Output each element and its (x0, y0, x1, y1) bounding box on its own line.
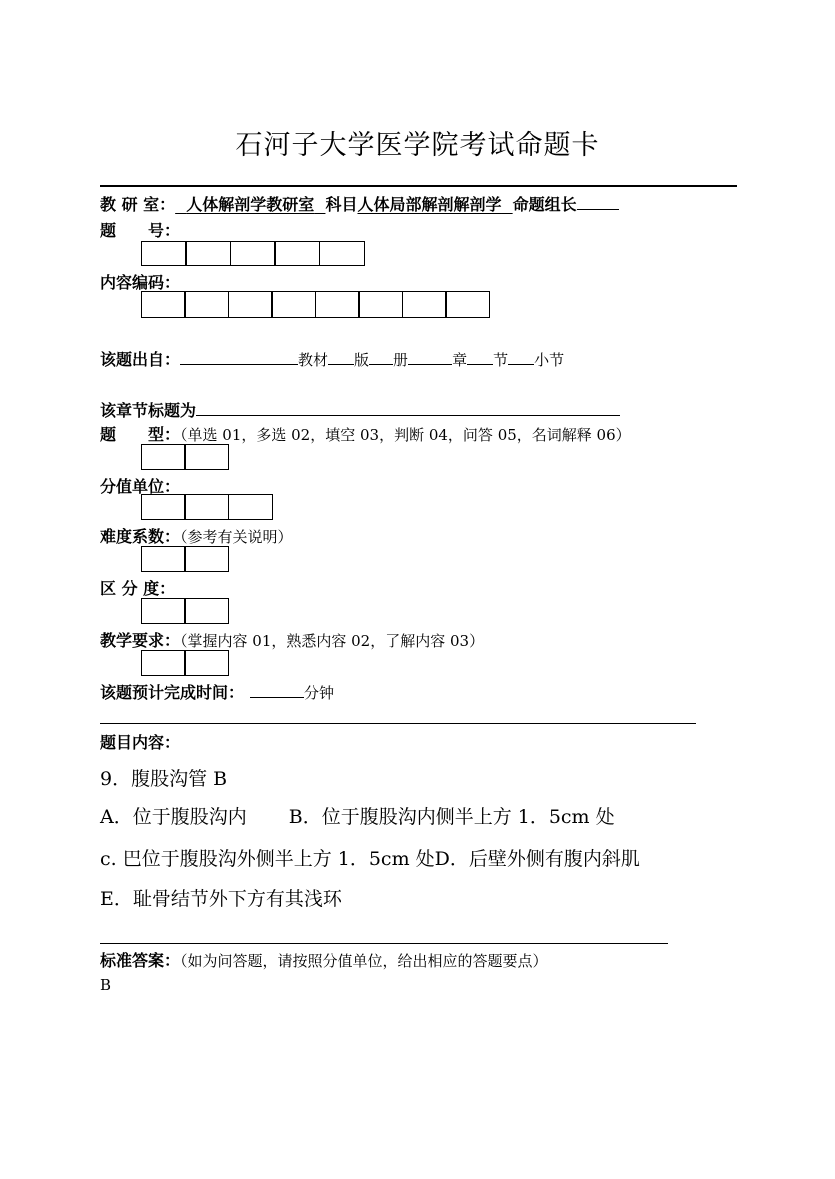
option-row-cd (100, 844, 640, 871)
input-box[interactable] (228, 291, 273, 318)
discrimination-label: 区 分 度： (100, 579, 176, 598)
source-edition: 版 (354, 351, 370, 369)
input-box[interactable] (184, 291, 229, 318)
question-label: 题目内容： (100, 733, 181, 752)
qtype-label: 题 型： (100, 425, 181, 444)
answer-note: （如为问答题，请按照分值单位，给出相应的答题要点） (180, 952, 548, 970)
input-box[interactable] (271, 291, 316, 318)
option-row-ab (100, 802, 615, 829)
volume-blank[interactable] (369, 350, 393, 365)
teaching-req-boxes (142, 650, 229, 676)
question-no-label: 题 号： (100, 221, 181, 240)
qtype-boxes (142, 444, 229, 470)
input-box[interactable] (141, 494, 186, 520)
input-box[interactable] (141, 598, 186, 624)
content-code-boxes (142, 291, 490, 318)
input-box[interactable] (141, 241, 187, 266)
input-box[interactable] (358, 291, 403, 318)
header-row (100, 192, 619, 215)
teaching-req-row (100, 628, 484, 651)
input-box[interactable] (274, 241, 320, 266)
qtype-row (100, 422, 631, 445)
header-top-rule (100, 185, 737, 187)
time-label: 该题预计完成时间： (100, 683, 245, 702)
discrimination-boxes (142, 598, 229, 624)
section-blank[interactable] (467, 350, 493, 365)
subject-label: 科目 (325, 195, 358, 214)
input-box[interactable] (445, 291, 490, 318)
input-box[interactable] (185, 241, 231, 266)
chapter-title-row (100, 398, 620, 421)
chapter-title-label: 该章节标题为 (100, 401, 197, 420)
input-box[interactable] (141, 291, 186, 318)
question-no-boxes (142, 241, 365, 266)
answer-row (100, 948, 548, 971)
time-blank[interactable] (250, 683, 304, 698)
answer-value: B (100, 976, 112, 994)
source-blank[interactable] (180, 350, 298, 365)
source-label: 该题出自： (100, 350, 181, 369)
subject-value: 人体局部解剖解剖学 (357, 195, 502, 214)
option-e: E．耻骨结节外下方有其浅环 (100, 888, 342, 910)
qtype-note: （单选 01，多选 02，填空 03，判断 04，问答 05，名词解释 06） (180, 426, 631, 444)
difficulty-row (100, 524, 293, 547)
input-box[interactable] (319, 241, 365, 266)
leader-blank[interactable] (577, 195, 619, 210)
source-subsection: 小节 (534, 351, 565, 369)
input-box[interactable] (184, 494, 229, 520)
input-box[interactable] (184, 650, 229, 676)
input-box[interactable] (184, 444, 229, 470)
input-box[interactable] (184, 546, 229, 572)
input-box[interactable] (402, 291, 447, 318)
chapter-title-blank[interactable] (196, 401, 620, 416)
input-box[interactable] (184, 598, 229, 624)
leader-label: 命题组长 (512, 195, 577, 214)
dept-value: 人体解剖学教研室 (186, 195, 315, 214)
difficulty-label: 难度系数： (100, 527, 181, 546)
input-box[interactable] (141, 650, 186, 676)
subsection-blank[interactable] (508, 350, 534, 365)
content-code-label: 内容编码： (100, 273, 181, 292)
option-a: A．位于腹股沟内 (100, 806, 247, 828)
time-unit: 分钟 (304, 684, 335, 702)
option-c: c. 巴位于腹股沟外侧半上方 1．5cm 处 (100, 848, 435, 870)
dept-label: 教 研 室： (100, 195, 176, 214)
edition-blank[interactable] (328, 350, 354, 365)
source-section: 节 (493, 351, 509, 369)
teaching-req-note: （掌握内容 01，熟悉内容 02，了解内容 03） (180, 632, 485, 650)
input-box[interactable] (315, 291, 360, 318)
source-row (100, 347, 564, 370)
score-unit-boxes (142, 494, 273, 520)
input-box[interactable] (230, 241, 276, 266)
source-textbook: 教材 (298, 351, 329, 369)
teaching-req-label: 教学要求： (100, 631, 181, 650)
option-b: B．位于腹股沟内侧半上方 1．5cm 处 (288, 806, 615, 828)
question-stem: 9．腹股沟管 B (100, 768, 228, 790)
answer-label: 标准答案： (100, 951, 181, 970)
chapter-blank[interactable] (408, 350, 452, 365)
content-rule (100, 723, 696, 724)
time-row (100, 680, 334, 703)
difficulty-note: （参考有关说明） (180, 528, 293, 546)
answer-rule (100, 943, 668, 944)
input-box[interactable] (228, 494, 273, 520)
source-chapter: 章 (452, 351, 468, 369)
input-box[interactable] (141, 546, 186, 572)
option-d: D．后壁外侧有腹内斜肌 (434, 848, 640, 870)
input-box[interactable] (141, 444, 186, 470)
source-volume: 册 (393, 351, 409, 369)
score-unit-label: 分值单位： (100, 477, 181, 496)
page-title: 石河子大学医学院考试命题卡 (235, 130, 600, 161)
difficulty-boxes (142, 546, 229, 572)
